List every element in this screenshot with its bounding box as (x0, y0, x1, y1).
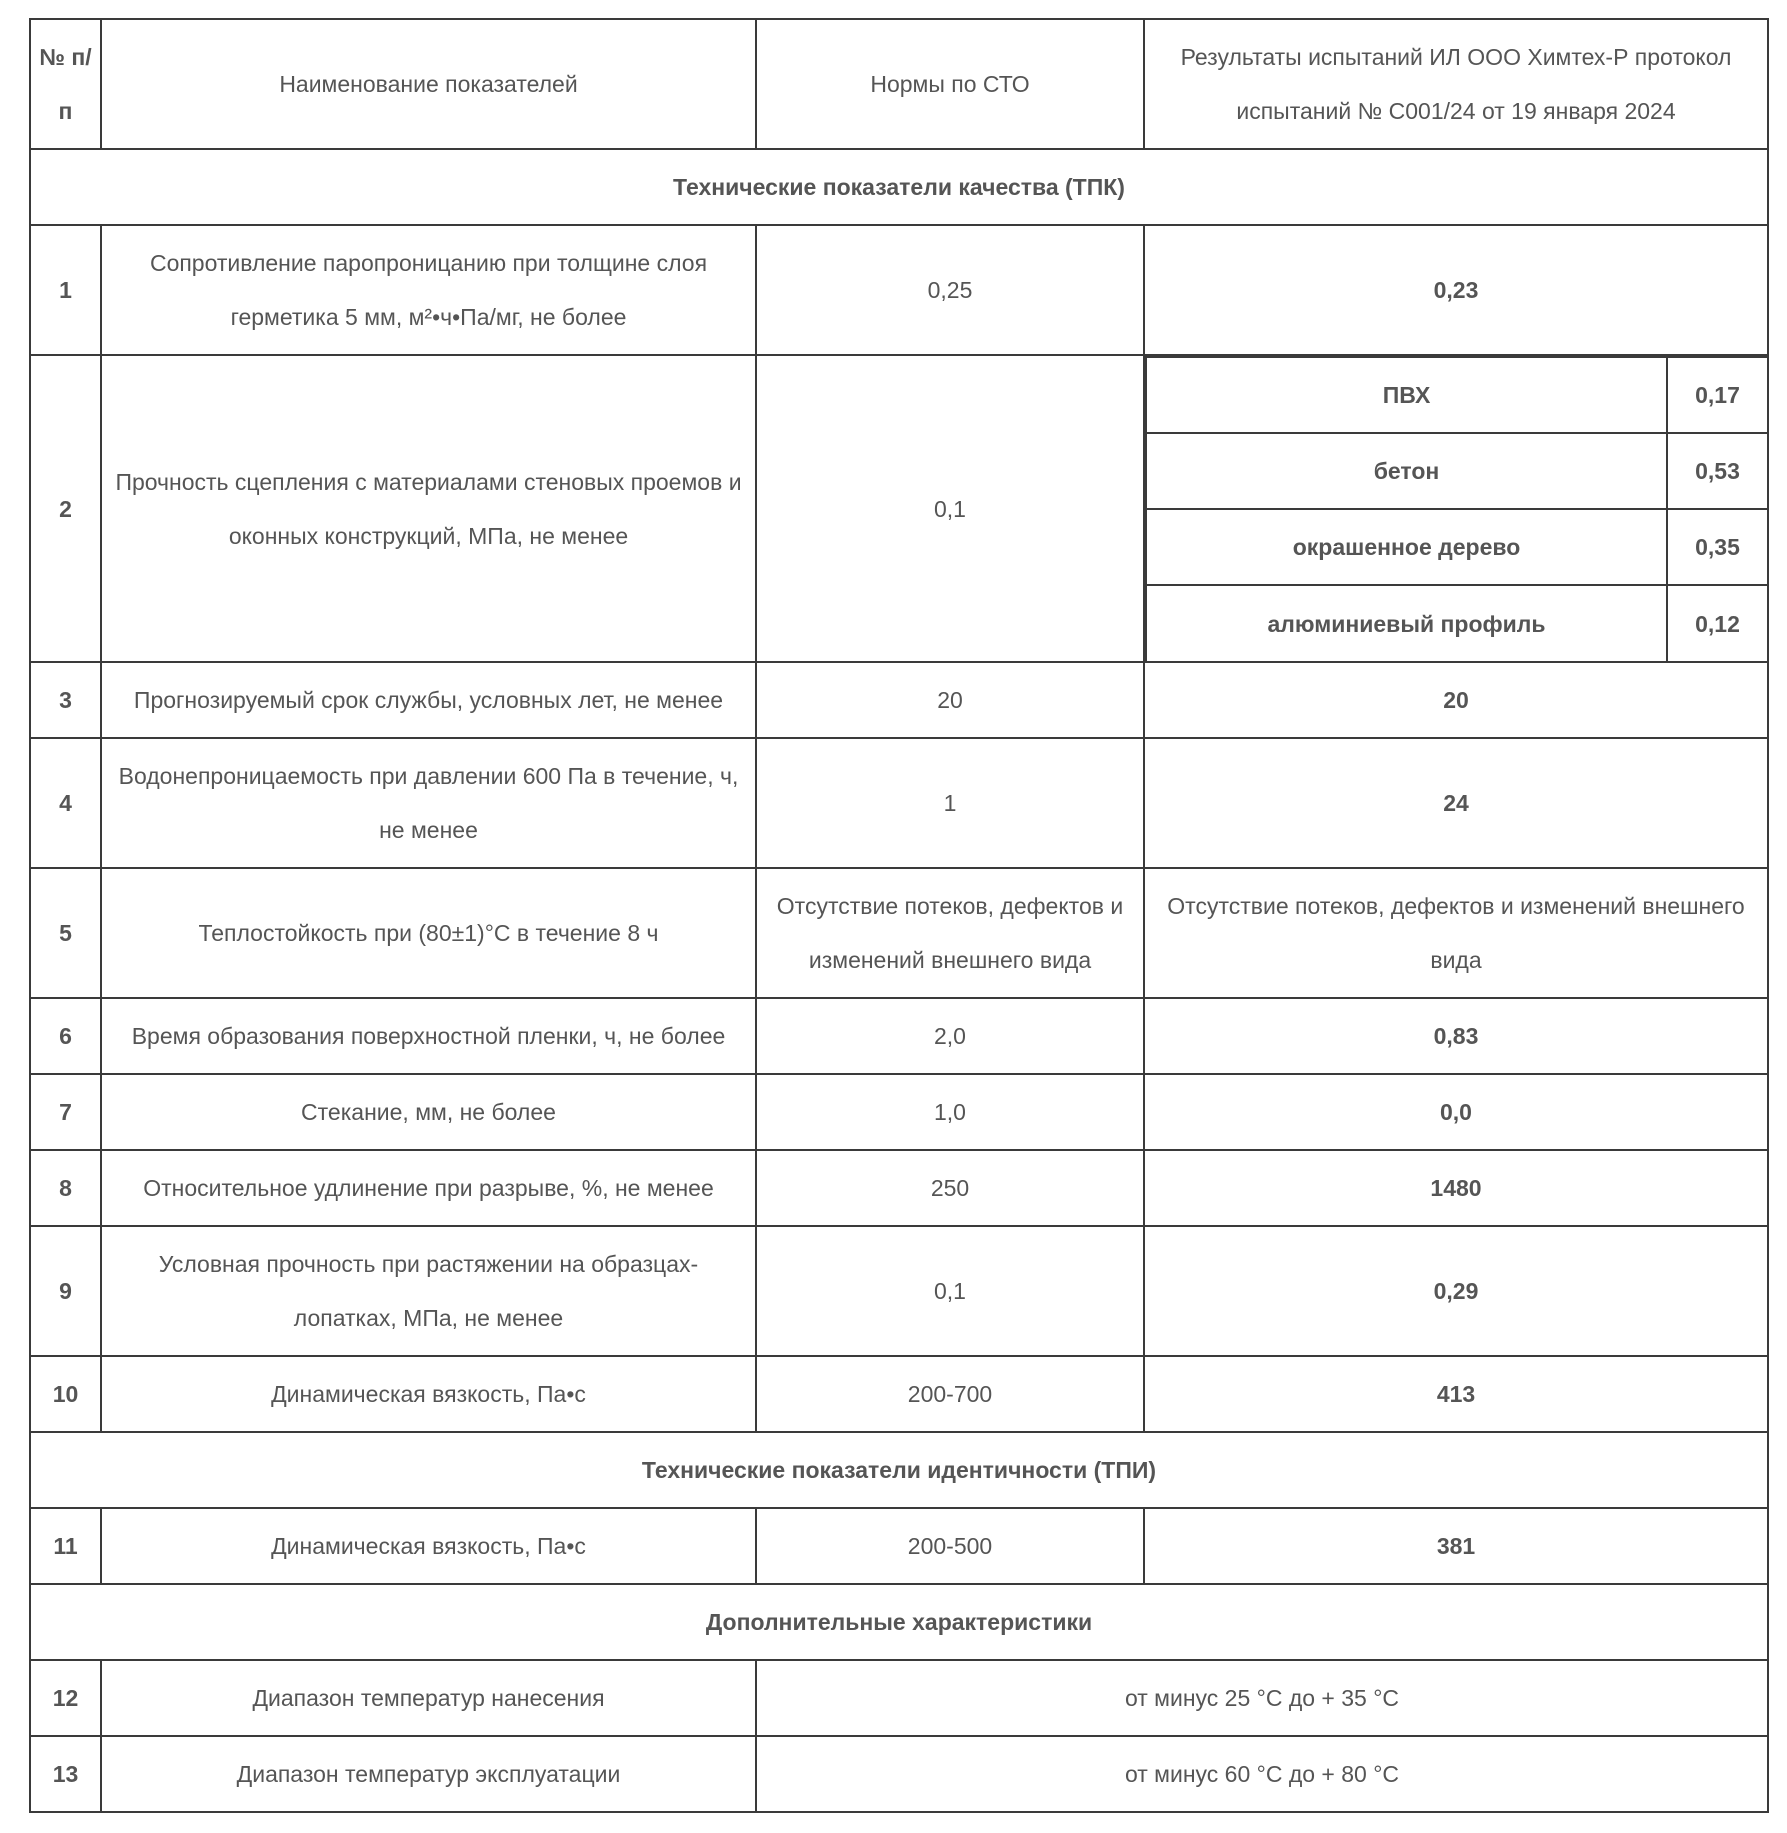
row-result: Отсутствие потеков, дефектов и изменений внешнего вида (1144, 868, 1768, 998)
adhesion-row (1146, 433, 1767, 509)
adhesion-row (1146, 357, 1767, 433)
row-norm: 0,25 (756, 225, 1144, 355)
adhesion-material: окрашенное дерево (1146, 509, 1667, 585)
specification-table (29, 18, 1769, 1813)
adhesion-material: бетон (1146, 433, 1667, 509)
table-row (30, 1660, 1768, 1736)
table-row (30, 1508, 1768, 1584)
row-num: 2 (30, 355, 101, 662)
row-result: 0,83 (1144, 998, 1768, 1074)
table-row (30, 662, 1768, 738)
section-title: Технические показатели идентичности (ТПИ) (30, 1432, 1768, 1508)
table-row (30, 355, 1768, 662)
row-norm: 200-500 (756, 1508, 1144, 1584)
row-norm: Отсутствие потеков, дефектов и изменений внешнего вида (756, 868, 1144, 998)
row-result: 381 (1144, 1508, 1768, 1584)
adhesion-material: ПВХ (1146, 357, 1667, 433)
row-norm: 1,0 (756, 1074, 1144, 1150)
row-result: 0,29 (1144, 1226, 1768, 1356)
table-row (30, 1736, 1768, 1812)
row-num: 3 (30, 662, 101, 738)
row-value: от минус 25 °С до + 35 °С (756, 1660, 1768, 1736)
row-norm: 200-700 (756, 1356, 1144, 1432)
row-norm: 1 (756, 738, 1144, 868)
section-title: Технические показатели качества (ТПК) (30, 149, 1768, 225)
row-norm: 20 (756, 662, 1144, 738)
row-num: 1 (30, 225, 101, 355)
row-norm: 2,0 (756, 998, 1144, 1074)
row-num: 5 (30, 868, 101, 998)
row-num: 6 (30, 998, 101, 1074)
row-name: Время образования поверхностной пленки, ч, не более (101, 998, 756, 1074)
adhesion-value: 0,53 (1667, 433, 1767, 509)
header-row (30, 19, 1768, 149)
row-name: Диапазон температур нанесения (101, 1660, 756, 1736)
section-row-extra (30, 1584, 1768, 1660)
row-num: 11 (30, 1508, 101, 1584)
row-result: 24 (1144, 738, 1768, 868)
adhesion-results (1144, 355, 1768, 662)
row-name: Динамическая вязкость, Па•с (101, 1508, 756, 1584)
adhesion-value: 0,12 (1667, 585, 1767, 661)
row-name: Динамическая вязкость, Па•с (101, 1356, 756, 1432)
table-row (30, 868, 1768, 998)
table-row (30, 225, 1768, 355)
row-name: Прочность сцепления с материалами стеновых проемов и оконных конструкций, МПа, не менее (101, 355, 756, 662)
adhesion-row (1146, 509, 1767, 585)
row-name: Условная прочность при растяжении на образцах-лопатках, МПа, не менее (101, 1226, 756, 1356)
row-name: Относительное удлинение при разрыве, %, не менее (101, 1150, 756, 1226)
table-row (30, 738, 1768, 868)
adhesion-subtable (1145, 356, 1767, 661)
table-row (30, 1226, 1768, 1356)
row-name: Диапазон температур эксплуатации (101, 1736, 756, 1812)
row-num: 9 (30, 1226, 101, 1356)
adhesion-value: 0,17 (1667, 357, 1767, 433)
row-name: Стекание, мм, не более (101, 1074, 756, 1150)
row-num: 12 (30, 1660, 101, 1736)
row-name: Прогнозируемый срок службы, условных лет, не менее (101, 662, 756, 738)
adhesion-material: алюминиевый профиль (1146, 585, 1667, 661)
header-norm: Нормы по СТО (756, 19, 1144, 149)
table-row (30, 1074, 1768, 1150)
row-norm: 0,1 (756, 1226, 1144, 1356)
row-result: 0,23 (1144, 225, 1768, 355)
row-num: 13 (30, 1736, 101, 1812)
adhesion-value: 0,35 (1667, 509, 1767, 585)
adhesion-row (1146, 585, 1767, 661)
header-num: № п/п (30, 19, 101, 149)
section-title: Дополнительные характеристики (30, 1584, 1768, 1660)
row-value: от минус 60 °С до + 80 °С (756, 1736, 1768, 1812)
header-name: Наименование показателей (101, 19, 756, 149)
row-num: 4 (30, 738, 101, 868)
row-norm: 250 (756, 1150, 1144, 1226)
section-row-tpi (30, 1432, 1768, 1508)
row-result: 20 (1144, 662, 1768, 738)
row-result: 413 (1144, 1356, 1768, 1432)
row-norm: 0,1 (756, 355, 1144, 662)
header-result: Результаты испытаний ИЛ ООО Химтех-Р протокол испытаний № С001/24 от 19 января 2024 (1144, 19, 1768, 149)
table-row (30, 1150, 1768, 1226)
row-num: 7 (30, 1074, 101, 1150)
row-name: Водонепроницаемость при давлении 600 Па в течение, ч, не менее (101, 738, 756, 868)
row-num: 10 (30, 1356, 101, 1432)
table-row (30, 998, 1768, 1074)
section-row-tpk (30, 149, 1768, 225)
row-name: Сопротивление паропроницанию при толщине слоя герметика 5 мм, м²•ч•Па/мг, не более (101, 225, 756, 355)
row-num: 8 (30, 1150, 101, 1226)
row-name: Теплостойкость при (80±1)°С в течение 8 ч (101, 868, 756, 998)
table-row (30, 1356, 1768, 1432)
row-result: 1480 (1144, 1150, 1768, 1226)
row-result: 0,0 (1144, 1074, 1768, 1150)
